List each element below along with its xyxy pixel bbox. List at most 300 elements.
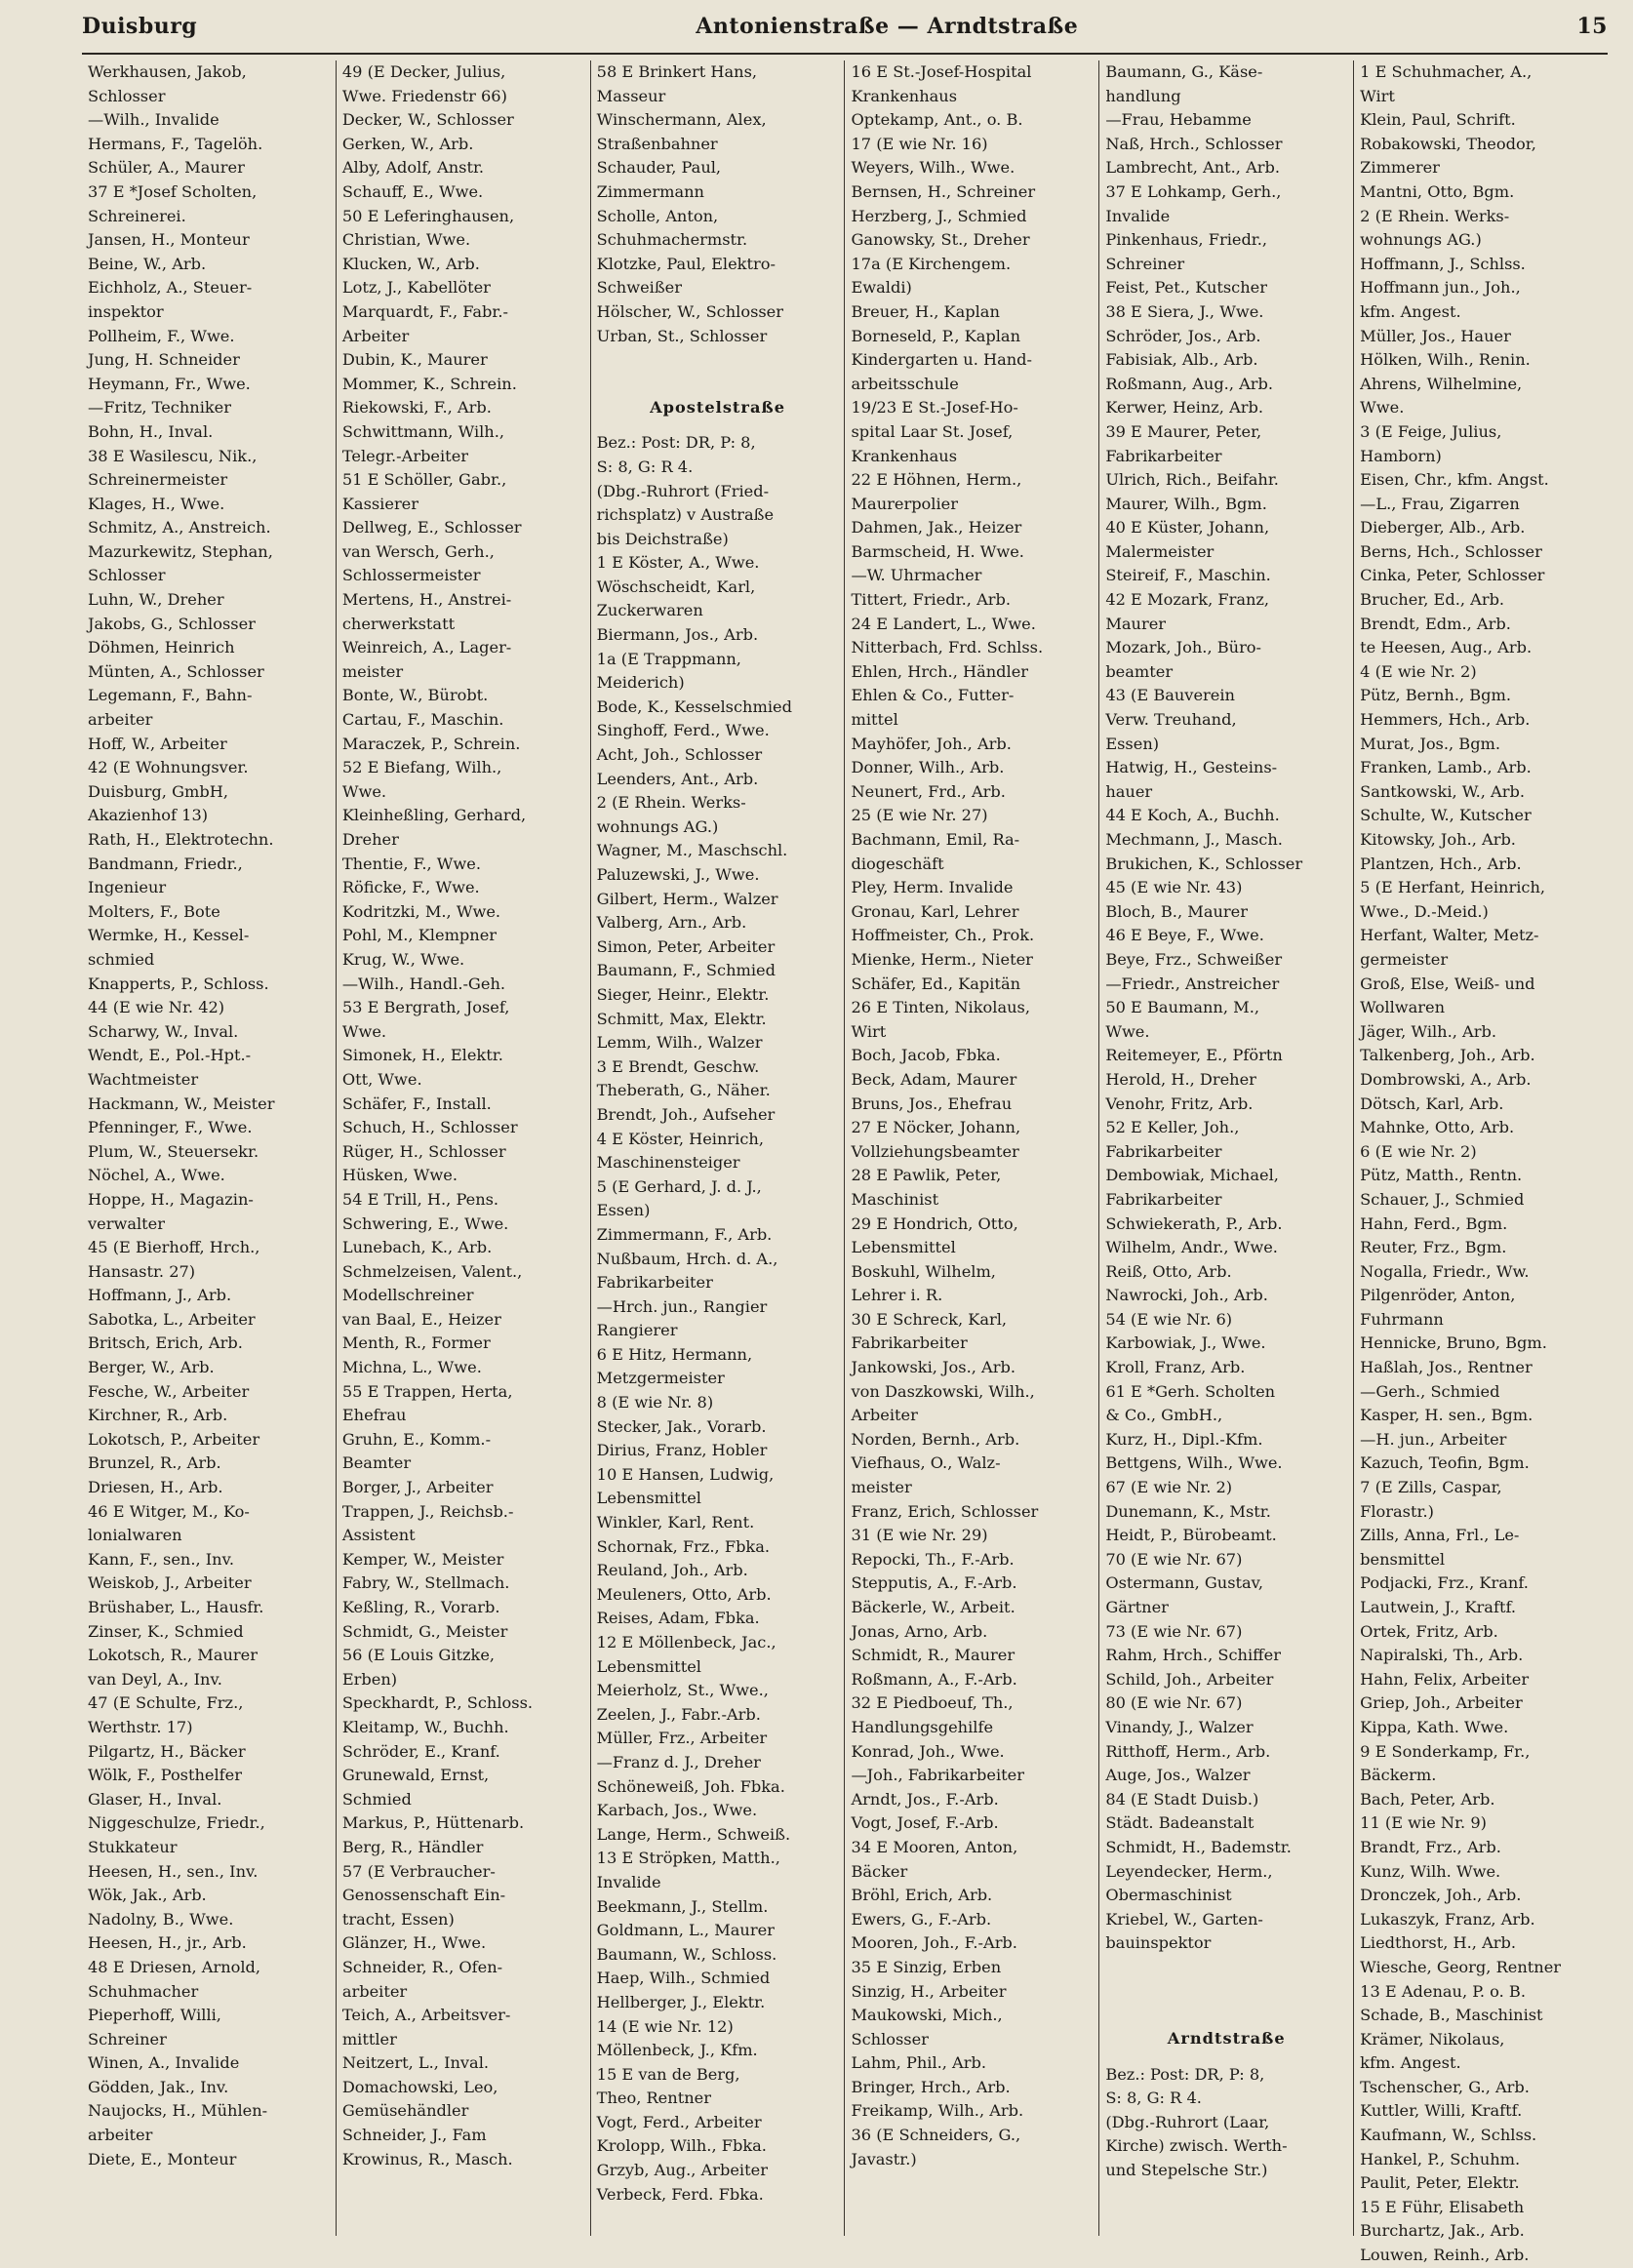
directory-entry: Ortek, Fritz, Arb. xyxy=(1360,1621,1498,1641)
directory-entry: meister xyxy=(341,661,404,681)
directory-entry: Dunemann, K., Mstr. xyxy=(1105,1501,1271,1521)
directory-entry: Naujocks, H., Mühlen- xyxy=(88,2101,268,2121)
directory-entry: Diete, E., Monteur xyxy=(88,2149,237,2169)
directory-entry: Mechmann, J., Masch. xyxy=(1105,830,1283,849)
directory-entry: 52 E Keller, Joh., xyxy=(1105,1118,1240,1137)
directory-entry: Louwen, Reinh., Arb. xyxy=(1360,2246,1530,2265)
directory-entry: Jonas, Arno, Arb. xyxy=(851,1621,988,1641)
directory-entry: Hankel, P., Schuhm. xyxy=(1360,2149,1521,2169)
directory-entry: Meuleners, Otto, Arb. xyxy=(596,1584,772,1604)
directory-entry: Wwe. xyxy=(341,781,387,801)
directory-entry: (Dbg.-Ruhrort (Laar, xyxy=(1105,2112,1270,2131)
directory-entry: —Fritz, Techniker xyxy=(88,398,231,418)
directory-entry: Driesen, H., Arb. xyxy=(88,1478,223,1497)
directory-entry: Konrad, Joh., Wwe. xyxy=(851,1741,1005,1761)
directory-entry: Essen) xyxy=(1105,734,1160,753)
directory-entry: Talkenberg, Joh., Arb. xyxy=(1360,1046,1535,1065)
directory-entry: Simonek, H., Elektr. xyxy=(341,1046,503,1065)
directory-entry: Beekmann, J., Stellm. xyxy=(596,1896,769,1916)
directory-entry: Urban, St., Schlosser xyxy=(596,326,768,345)
directory-entry: Krowinus, R., Masch. xyxy=(341,2149,513,2169)
directory-entry: Bloch, B., Maurer xyxy=(1105,901,1248,921)
directory-entry: Schwering, E., Wwe. xyxy=(341,1214,509,1233)
directory-entry: Vollziehungsbeamter xyxy=(851,1141,1019,1161)
directory-entry: Boskuhl, Wilhelm, xyxy=(851,1261,996,1281)
directory-entry: 70 (E wie Nr. 67) xyxy=(1105,1549,1243,1569)
directory-entry: Lange, Herm., Schweiß. xyxy=(596,1824,791,1844)
directory-entry: Schreiner xyxy=(88,2029,167,2049)
directory-entry: wohnungs AG.) xyxy=(596,816,719,836)
directory-entry: Schild, Joh., Arbeiter xyxy=(1105,1669,1274,1689)
directory-entry: Arbeiter xyxy=(851,1406,918,1425)
directory-entry: Akazienhof 13) xyxy=(88,806,209,825)
directory-entry: Schlosser xyxy=(851,2029,929,2049)
directory-entry: Fabrikarbeiter xyxy=(851,1333,968,1353)
directory-entry: Verbeck, Ferd. Fbka. xyxy=(596,2184,764,2204)
directory-entry: Berns, Hch., Schlosser xyxy=(1360,541,1542,561)
directory-entry: Leyendecker, Herm., xyxy=(1105,1861,1273,1881)
directory-entry: Stukkateur xyxy=(88,1837,178,1856)
directory-entry: Vinandy, J., Walzer xyxy=(1105,1717,1254,1736)
directory-entry: 43 (E Bauverein xyxy=(1105,686,1235,705)
directory-entry: Maurerpolier xyxy=(851,494,958,513)
directory-columns xyxy=(82,60,1608,2265)
directory-entry: Wollwaren xyxy=(1360,998,1446,1017)
directory-entry: Bode, K., Kesselschmied xyxy=(596,696,792,716)
directory-entry: Karbach, Jos., Wwe. xyxy=(596,1801,758,1820)
directory-entry: Schäfer, Ed., Kapitän xyxy=(851,974,1021,993)
directory-entry: Döhmen, Heinrich xyxy=(88,638,235,657)
directory-entry: Bohn, H., Inval. xyxy=(88,421,214,441)
directory-entry: Schlosser xyxy=(88,566,166,585)
directory-entry: Venohr, Fritz, Arb. xyxy=(1105,1094,1254,1113)
directory-entry: Bringer, Hrch., Arb. xyxy=(851,2077,1011,2096)
directory-entry: Baumann, F., Schmied xyxy=(596,961,776,980)
directory-entry: Schneider, J., Fam xyxy=(341,2126,487,2145)
directory-entry: Schornak, Frz., Fbka. xyxy=(596,1536,771,1556)
directory-entry: Schauder, Paul, xyxy=(596,158,722,178)
directory-entry: Nawrocki, Joh., Arb. xyxy=(1105,1286,1268,1305)
directory-entry: Tittert, Friedr., Arb. xyxy=(851,590,1012,610)
directory-entry: Kriebel, W., Garten- xyxy=(1105,1909,1263,1929)
directory-entry: 17 (E wie Nr. 16) xyxy=(851,134,988,153)
directory-entry: Griep, Joh., Arbeiter xyxy=(1360,1693,1523,1713)
directory-entry: bauinspektor xyxy=(1105,1933,1212,1953)
directory-entry: Napiralski, Th., Arb. xyxy=(1360,1646,1524,1665)
directory-entry: 51 E Schöller, Gabr., xyxy=(341,470,507,490)
directory-entry: Dubin, K., Maurer xyxy=(341,350,488,370)
directory-entry: 50 E Baumann, M., xyxy=(1105,998,1259,1017)
directory-entry: Robakowski, Theodor, xyxy=(1360,134,1536,153)
directory-entry: Wwe. Friedenstr 66) xyxy=(341,86,507,105)
directory-entry: Hoffmeister, Ch., Prok. xyxy=(851,926,1035,945)
directory-entry: Schröder, Jos., Arb. xyxy=(1105,326,1261,345)
directory-entry: Pütz, Bernh., Bgm. xyxy=(1360,686,1512,705)
directory-entry: Genossenschaft Ein- xyxy=(341,1886,506,1905)
directory-entry: Kann, F., sen., Inv. xyxy=(88,1549,234,1569)
directory-entry: Kazuch, Teofin, Bgm. xyxy=(1360,1453,1530,1473)
page-number: 15 xyxy=(1576,14,1608,39)
directory-entry: van Baal, E., Heizer xyxy=(341,1309,501,1329)
directory-entry: 4 E Köster, Heinrich, xyxy=(596,1129,764,1148)
directory-entry xyxy=(597,348,839,373)
directory-entry: Kindergarten u. Hand- xyxy=(851,350,1033,370)
directory-entry: wohnungs AG.) xyxy=(1360,230,1482,250)
directory-entry: mittler xyxy=(341,2029,397,2049)
directory-entry: Ulrich, Rich., Beifahr. xyxy=(1105,470,1279,490)
directory-entry: Fuhrmann xyxy=(1360,1309,1444,1329)
directory-entry: Wöschscheidt, Karl, xyxy=(596,577,756,596)
directory-entry: Simon, Peter, Arbeiter xyxy=(596,936,776,956)
directory-entry: schmied xyxy=(88,949,155,969)
directory-entry: Obermaschinist xyxy=(1105,1886,1232,1905)
directory-entry: Hemmers, Hch., Arb. xyxy=(1360,710,1531,730)
directory-entry: 25 (E wie Nr. 27) xyxy=(851,806,988,825)
directory-entry: 3 (E Feige, Julius, xyxy=(1360,421,1502,441)
directory-entry: Britsch, Erich, Arb. xyxy=(88,1333,243,1353)
directory-entry: Ewers, G., F.-Arb. xyxy=(851,1909,992,1929)
directory-entry: Freikamp, Wilh., Arb. xyxy=(851,2101,1024,2121)
directory-entry: inspektor xyxy=(88,301,164,321)
directory-entry: Arndt, Jos., F.-Arb. xyxy=(851,1789,999,1809)
directory-entry: Maurer xyxy=(1105,614,1167,633)
directory-entry: Pilgartz, H., Bäcker xyxy=(88,1741,246,1761)
directory-entry: Borger, J., Arbeiter xyxy=(341,1478,494,1497)
directory-entry: Bruns, Jos., Ehefrau xyxy=(851,1094,1013,1113)
directory-entry: Keßling, R., Vorarb. xyxy=(341,1598,500,1616)
directory-entry: Schuhmachermstr. xyxy=(596,230,748,250)
directory-entry: Dreher xyxy=(341,830,399,849)
directory-entry: Fesche, W., Arbeiter xyxy=(88,1381,250,1401)
directory-entry: Markus, P., Hüttenarb. xyxy=(341,1813,525,1833)
directory-entry: Kassierer xyxy=(341,494,418,513)
directory-entry: Klages, H., Wwe. xyxy=(88,494,225,513)
directory-entry: arbeiter xyxy=(88,2126,153,2145)
directory-entry: Speckhardt, P., Schloss. xyxy=(341,1693,534,1713)
directory-entry: Hermans, F., Tagelöh. xyxy=(88,134,263,153)
directory-entry: Decker, W., Schlosser xyxy=(341,110,514,130)
directory-entry: Plum, W., Steuersekr. xyxy=(88,1141,259,1161)
directory-entry: 39 E Maurer, Peter, xyxy=(1105,421,1262,441)
directory-entry: Mienke, Herm., Nieter xyxy=(851,949,1033,969)
directory-entry: Hahn, Ferd., Bgm. xyxy=(1360,1214,1508,1233)
directory-entry: Acht, Joh., Schlosser xyxy=(596,745,763,765)
directory-entry: Bäckerm. xyxy=(1360,1766,1437,1785)
directory-entry: Weyers, Wilh., Wwe. xyxy=(851,158,1016,178)
directory-entry: richsplatz) v Austraße xyxy=(596,505,775,525)
directory-entry: Mazurkewitz, Stephan, xyxy=(88,541,273,561)
directory-entry: Grzyb, Aug., Arbeiter xyxy=(596,2161,768,2180)
directory-entry: Winen, A., Invalide xyxy=(88,2053,240,2073)
directory-entry: Stecker, Jak., Vorarb. xyxy=(596,1416,767,1436)
directory-entry: Boch, Jacob, Fbka. xyxy=(851,1046,1001,1065)
directory-entry: 84 (E Stadt Duisb.) xyxy=(1105,1789,1259,1809)
directory-entry: —Friedr., Anstreicher xyxy=(1105,974,1280,993)
directory-entry: Lokotsch, R., Maurer xyxy=(88,1646,258,1665)
directory-entry: Bonte, W., Bürobt. xyxy=(341,686,489,705)
directory-entry: Sinzig, H., Arbeiter xyxy=(851,1981,1007,2001)
directory-entry: Legemann, F., Bahn- xyxy=(88,686,253,705)
directory-entry: Lukaszyk, Franz, Arb. xyxy=(1360,1909,1535,1929)
directory-entry: Modellschreiner xyxy=(341,1286,474,1305)
directory-entry: Ahrens, Wilhelmine, xyxy=(1360,374,1523,393)
directory-entry: Eichholz, A., Steuer- xyxy=(88,278,253,298)
directory-entry: Dirius, Franz, Hobler xyxy=(596,1441,768,1460)
directory-entry: Gilbert, Herm., Walzer xyxy=(596,889,778,908)
directory-entry: Maschinensteiger xyxy=(596,1153,740,1173)
directory-entry: Hahn, Felix, Arbeiter xyxy=(1360,1669,1530,1689)
directory-entry: Gruhn, E., Komm.- xyxy=(341,1429,492,1449)
directory-entry: arbeitsschule xyxy=(851,374,959,393)
directory-entry: 55 E Trappen, Herta, xyxy=(341,1381,513,1401)
directory-entry: Viefhaus, O., Walz- xyxy=(851,1453,1001,1473)
directory-entry: Röficke, F., Wwe. xyxy=(341,878,480,897)
directory-entry: Vogt, Josef, F.-Arb. xyxy=(851,1813,999,1833)
directory-entry: Wirt xyxy=(1360,86,1395,105)
directory-entry: Bez.: Post: DR, P: 8, xyxy=(596,433,756,453)
directory-entry: 49 (E Decker, Julius, xyxy=(341,62,506,81)
directory-entry: Kerwer, Heinz, Arb. xyxy=(1105,398,1264,418)
directory-entry: 8 (E wie Nr. 8) xyxy=(596,1393,714,1413)
directory-entry: Bachmann, Emil, Ra- xyxy=(851,830,1020,849)
directory-entry: diogeschäft xyxy=(851,854,944,873)
directory-entry: Steireif, F., Maschin. xyxy=(1105,566,1271,585)
directory-entry: Fabry, W., Stellmach. xyxy=(341,1573,510,1593)
directory-entry: Rüger, H., Schlosser xyxy=(341,1141,506,1161)
directory-entry: 4 (E wie Nr. 2) xyxy=(1360,661,1477,681)
directory-entry: 73 (E wie Nr. 67) xyxy=(1105,1621,1243,1641)
directory-entry: Kodritzki, M., Wwe. xyxy=(341,901,501,921)
directory-entry: Kurz, H., Dipl.-Kfm. xyxy=(1105,1429,1263,1449)
directory-entry: Erben) xyxy=(341,1669,398,1689)
directory-entry: Dahmen, Jak., Heizer xyxy=(851,518,1022,537)
directory-entry: Barmscheid, H. Wwe. xyxy=(851,541,1024,561)
directory-entry: 17a (E Kirchengem. xyxy=(851,254,1012,273)
directory-entry: mittel xyxy=(851,710,898,730)
directory-entry: Wermke, H., Kessel- xyxy=(88,926,250,945)
directory-entry: Wölk, F., Posthelfer xyxy=(88,1766,242,1785)
directory-entry: Breuer, H., Kaplan xyxy=(851,301,1000,321)
directory-entry: —Frau, Hebamme xyxy=(1105,110,1252,130)
directory-entry: Reitemeyer, E., Pförtn xyxy=(1105,1046,1283,1065)
directory-entry: Gerken, W., Arb. xyxy=(341,134,474,153)
directory-entry: Heesen, H., sen., Inv. xyxy=(88,1861,259,1881)
directory-entry: arbeiter xyxy=(88,710,153,730)
street-heading: Apostelstraße xyxy=(650,397,786,417)
directory-entry: Hölscher, W., Schlosser xyxy=(596,301,784,321)
directory-entry: Scharwy, W., Inval. xyxy=(88,1021,239,1041)
directory-entry: 37 E *Josef Scholten, xyxy=(88,181,258,201)
directory-entry: Schröder, E., Kranf. xyxy=(341,1741,500,1761)
directory-entry: Kleitamp, W., Buchh. xyxy=(341,1717,509,1736)
directory-entry: 44 (E wie Nr. 42) xyxy=(88,998,225,1017)
directory-entry: 13 E Adenau, P. o. B. xyxy=(1360,1981,1526,2001)
directory-entry: Plantzen, Hch., Arb. xyxy=(1360,854,1522,873)
directory-entry: Ingenieur xyxy=(88,878,167,897)
directory-entry: Kasper, H. sen., Bgm. xyxy=(1360,1406,1533,1425)
directory-entry: 45 (E wie Nr. 43) xyxy=(1105,878,1243,897)
directory-entry: 7 (E Zills, Caspar, xyxy=(1360,1478,1502,1497)
directory-entry: 1 E Schuhmacher, A., xyxy=(1360,62,1533,81)
directory-entry: Hennicke, Bruno, Bgm. xyxy=(1360,1333,1547,1353)
directory-entry: Michna, L., Wwe. xyxy=(341,1358,482,1377)
directory-entry: Arbeiter xyxy=(341,326,410,345)
directory-entry: Wendt, E., Pol.-Hpt.- xyxy=(88,1046,252,1065)
directory-entry: Hüsken, Wwe. xyxy=(341,1166,458,1185)
directory-entry: Beck, Adam, Maurer xyxy=(851,1069,1017,1089)
directory-entry: Wwe. xyxy=(1105,1021,1150,1041)
directory-entry: Metzgermeister xyxy=(596,1369,725,1388)
directory-entry: 10 E Hansen, Ludwig, xyxy=(596,1464,775,1484)
directory-entry: Gödden, Jak., Inv. xyxy=(88,2077,229,2096)
directory-entry: Rath, H., Elektrotechn. xyxy=(88,830,274,849)
directory-entry: Hoffmann, J., Arb. xyxy=(88,1286,232,1305)
directory-entry: Heymann, Fr., Wwe. xyxy=(88,374,251,393)
directory-entry: Kirchner, R., Arb. xyxy=(88,1406,228,1425)
directory-entry: Baumann, W., Schloss. xyxy=(596,1944,777,1964)
directory-entry: Schöneweiß, Joh. Fbka. xyxy=(596,1776,785,1796)
directory-entry: 31 (E wie Nr. 29) xyxy=(851,1526,988,1545)
directory-entry: Gronau, Karl, Lehrer xyxy=(851,901,1019,921)
directory-entry: 54 (E wie Nr. 6) xyxy=(1105,1309,1233,1329)
directory-entry: Brandt, Frz., Arb. xyxy=(1360,1837,1501,1856)
directory-entry: 5 (E Gerhard, J. d. J., xyxy=(596,1176,762,1196)
directory-entry: Verw. Treuhand, xyxy=(1105,710,1237,730)
directory-entry: Grunewald, Ernst, xyxy=(341,1766,490,1785)
column-6 xyxy=(1354,60,1608,2265)
directory-entry: Kirche) zwisch. Werth- xyxy=(1105,2136,1288,2156)
directory-entry: Heidt, P., Bürobeamt. xyxy=(1105,1526,1277,1545)
directory-entry: Franz, Erich, Schlosser xyxy=(851,1501,1039,1521)
directory-entry: Neitzert, L., Inval. xyxy=(341,2053,490,2073)
directory-entry: Schlossermeister xyxy=(341,566,481,585)
directory-entry: Herzberg, J., Schmied xyxy=(851,206,1027,225)
directory-entry: 11 (E wie Nr. 9) xyxy=(1360,1813,1487,1833)
directory-entry: Zeelen, J., Fabr.-Arb. xyxy=(596,1704,761,1724)
directory-entry: Gärtner xyxy=(1105,1598,1169,1616)
directory-entry: Lotz, J., Kabellöter xyxy=(341,278,491,298)
directory-entry: Singhoff, Ferd., Wwe. xyxy=(596,721,770,740)
directory-entry: Kemper, W., Meister xyxy=(341,1549,504,1569)
directory-entry: Wiesche, Georg, Rentner xyxy=(1360,1957,1562,1976)
directory-entry: Biermann, Jos., Arb. xyxy=(596,625,759,645)
directory-entry: Beamter xyxy=(341,1453,412,1473)
directory-entry: Zinser, K., Schmied xyxy=(88,1621,244,1641)
directory-entry: Hoppe, H., Magazin- xyxy=(88,1189,254,1209)
directory-entry: 38 E Wasilescu, Nik., xyxy=(88,446,258,465)
directory-entry: Pollheim, F., Wwe. xyxy=(88,326,235,345)
directory-entry: Schreiner xyxy=(1105,254,1185,273)
directory-entry: —Joh., Fabrikarbeiter xyxy=(851,1766,1024,1785)
directory-entry: Schwittmann, Wilh., xyxy=(341,421,505,441)
directory-entry: Lautwein, J., Kraftf. xyxy=(1360,1598,1517,1616)
directory-entry: Kleinheßling, Gerhard, xyxy=(341,806,527,825)
directory-entry: Schweißer xyxy=(596,278,682,298)
directory-entry: —Gerh., Schmied xyxy=(1360,1381,1500,1401)
directory-entry: Pütz, Matth., Rentn. xyxy=(1360,1166,1523,1185)
directory-entry: Bäckerle, W., Arbeit. xyxy=(851,1598,1016,1616)
directory-entry: Trappen, J., Reichsb.- xyxy=(341,1501,514,1521)
directory-entry: Valberg, Arn., Arb. xyxy=(596,913,747,933)
directory-entry: 53 E Bergrath, Josef, xyxy=(341,998,510,1017)
directory-entry: Bernsen, H., Schreiner xyxy=(851,181,1036,201)
directory-entry: 52 E Biefang, Wilh., xyxy=(341,758,502,777)
directory-entry: Krämer, Nikolaus, xyxy=(1360,2029,1505,2049)
directory-entry: germeister xyxy=(1360,949,1449,969)
directory-entry: 27 E Nöcker, Johann, xyxy=(851,1118,1021,1137)
directory-entry: 36 (E Schneiders, G., xyxy=(851,2126,1021,2145)
directory-entry: 56 (E Louis Gitzke, xyxy=(341,1646,496,1665)
directory-entry: 16 E St.-Josef-Hospital xyxy=(851,62,1032,81)
directory-entry: Haep, Wilh., Schmied xyxy=(596,1969,771,1988)
directory-entry: 44 E Koch, A., Buchh. xyxy=(1105,806,1280,825)
directory-entry: Javastr.) xyxy=(851,2149,917,2169)
directory-entry: Mommer, K., Schrein. xyxy=(341,374,517,393)
directory-entry: 30 E Schreck, Karl, xyxy=(851,1309,1008,1329)
directory-entry: Schuch, H., Schlosser xyxy=(341,1118,518,1137)
directory-entry: 1a (E Trappmann, xyxy=(596,649,741,668)
directory-entry: Reuland, Joh., Arb. xyxy=(596,1561,748,1580)
directory-entry: Lokotsch, P., Arbeiter xyxy=(88,1429,260,1449)
directory-entry: Baumann, G., Käse- xyxy=(1105,62,1263,81)
directory-entry: lonialwaren xyxy=(88,1526,182,1545)
directory-entry: —W. Uhrmacher xyxy=(851,566,982,585)
directory-entry: Invalide xyxy=(596,1872,661,1891)
directory-entry: 35 E Sinzig, Erben xyxy=(851,1957,1002,1976)
directory-entry: Münten, A., Schlosser xyxy=(88,661,264,681)
directory-entry: Meiderich) xyxy=(596,673,685,693)
directory-entry: Kaufmann, W., Schlss. xyxy=(1360,2126,1537,2145)
directory-entry: Zuckerwaren xyxy=(596,601,703,620)
directory-entry: Mayhöfer, Joh., Arb. xyxy=(851,734,1012,753)
directory-entry: Krankenhaus xyxy=(851,86,958,105)
directory-entry xyxy=(1105,1956,1347,1980)
directory-entry: Schüler, A., Maurer xyxy=(88,158,245,178)
directory-entry: Teich, A., Arbeitsver- xyxy=(341,2006,511,2025)
directory-entry: Thentie, F., Wwe. xyxy=(341,854,481,873)
directory-entry: Sabotka, L., Arbeiter xyxy=(88,1309,256,1329)
directory-entry: Schuhmacher xyxy=(88,1981,199,2001)
directory-entry: Ritthoff, Herm., Arb. xyxy=(1105,1741,1271,1761)
directory-entry: Winschermann, Alex, xyxy=(596,110,767,130)
directory-entry: Pinkenhaus, Friedr., xyxy=(1105,230,1268,250)
directory-entry: Hölken, Wilh., Renin. xyxy=(1360,350,1531,370)
directory-entry: S: 8, G: R 4. xyxy=(1105,2089,1202,2108)
directory-entry: Herfant, Walter, Metz- xyxy=(1360,926,1539,945)
directory-entry: Hatwig, H., Gesteins- xyxy=(1105,758,1278,777)
directory-entry: Marquardt, F., Fabr.- xyxy=(341,301,508,321)
directory-entry: 58 E Brinkert Hans, xyxy=(596,62,758,81)
directory-entry: Jankowski, Jos., Arb. xyxy=(851,1358,1016,1377)
directory-entry: Scholle, Anton, xyxy=(596,206,719,225)
directory-entry: Herold, H., Dreher xyxy=(1105,1069,1256,1089)
directory-entry: Zimmermann, F., Arb. xyxy=(596,1224,773,1244)
directory-entry: Dieberger, Alb., Arb. xyxy=(1360,518,1526,537)
directory-entry: Bez.: Post: DR, P: 8, xyxy=(1105,2064,1265,2084)
directory-entry: Assistent xyxy=(341,1526,416,1545)
directory-entry: 46 E Witger, M., Ko- xyxy=(88,1501,250,1521)
directory-entry: 50 E Leferinghausen, xyxy=(341,206,515,225)
directory-entry: Borneseld, P., Kaplan xyxy=(851,326,1020,345)
directory-entry: 12 E Möllenbeck, Jac., xyxy=(596,1633,777,1651)
directory-entry: Bandmann, Friedr., xyxy=(88,854,243,873)
directory-entry: Haßlah, Jos., Rentner xyxy=(1360,1358,1533,1377)
directory-entry: 37 E Lohkamp, Gerh., xyxy=(1105,181,1282,201)
directory-entry: Naß, Hrch., Schlosser xyxy=(1105,134,1283,153)
directory-entry: Wwe., D.-Meid.) xyxy=(1360,901,1489,921)
directory-entry: —L., Frau, Zigarren xyxy=(1360,494,1520,513)
directory-entry: Schmied xyxy=(341,1789,412,1809)
